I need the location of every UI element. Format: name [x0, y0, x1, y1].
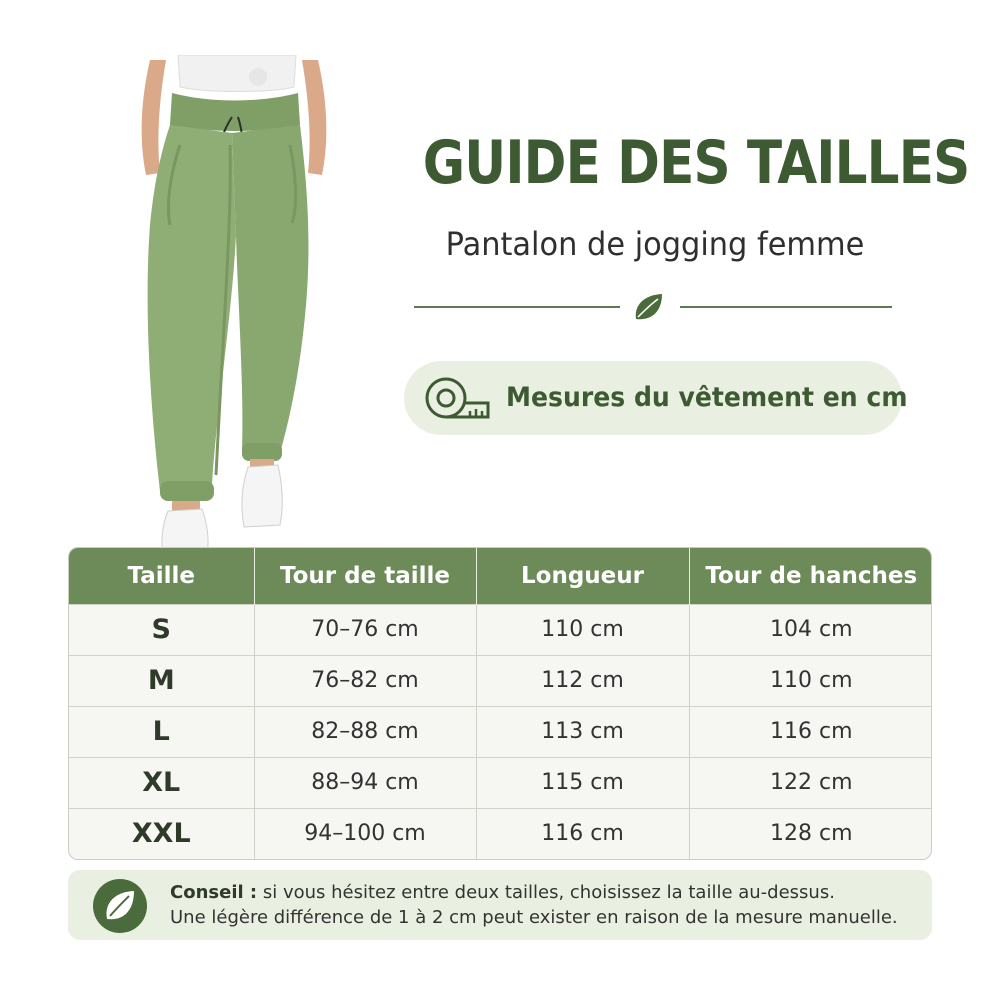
waist-cell: 70–76 cm	[254, 604, 476, 655]
column-header-length: Longueur	[476, 548, 689, 604]
table-row	[69, 604, 932, 655]
product-image	[120, 55, 350, 565]
page-title: GUIDE DES TAILLES	[422, 128, 970, 198]
leaf-icon	[630, 291, 666, 323]
length-cell: 113 cm	[476, 706, 689, 757]
table-row	[69, 655, 932, 706]
size-cell: M	[69, 655, 254, 706]
length-cell: 115 cm	[476, 757, 689, 808]
column-header-waist: Tour de taille	[254, 548, 476, 604]
hips-cell: 122 cm	[689, 757, 932, 808]
measurement-note	[404, 361, 908, 435]
hips-cell: 110 cm	[689, 655, 932, 706]
waist-cell: 82–88 cm	[254, 706, 476, 757]
size-cell: L	[69, 706, 254, 757]
divider-right	[680, 306, 892, 308]
size-cell: XL	[69, 757, 254, 808]
hips-cell: 116 cm	[689, 706, 932, 757]
size-table	[68, 547, 932, 860]
table-row	[69, 808, 932, 859]
column-header-size: Taille	[69, 548, 254, 604]
page-subtitle: Pantalon de jogging femme	[445, 225, 865, 263]
tip-text	[170, 880, 910, 930]
waist-cell: 88–94 cm	[254, 757, 476, 808]
length-cell: 110 cm	[476, 604, 689, 655]
table-row	[69, 706, 932, 757]
tip-line-1	[170, 880, 910, 905]
measurement-note-label: Mesures du vêtement en cm	[506, 382, 908, 413]
waist-cell: 94–100 cm	[254, 808, 476, 859]
measuring-tape-icon	[424, 375, 492, 421]
hips-cell: 128 cm	[689, 808, 932, 859]
hips-cell: 104 cm	[689, 604, 932, 655]
table-row	[69, 757, 932, 808]
divider-left	[414, 306, 620, 308]
size-cell: XXL	[69, 808, 254, 859]
size-cell: S	[69, 604, 254, 655]
length-cell: 112 cm	[476, 655, 689, 706]
leaf-icon	[92, 878, 148, 934]
waist-cell: 76–82 cm	[254, 655, 476, 706]
tip-line-2: Une légère différence de 1 à 2 cm peut exister en raison de la mesure manuelle.	[170, 907, 898, 928]
table-header-row	[69, 548, 932, 604]
tip-line-1-text: si vous hésitez entre deux tailles, choisissez la taille au-dessus.	[262, 882, 835, 903]
length-cell: 116 cm	[476, 808, 689, 859]
tip-label: Conseil :	[170, 882, 258, 903]
tip-box	[68, 870, 932, 940]
column-header-hips: Tour de hanches	[689, 548, 932, 604]
